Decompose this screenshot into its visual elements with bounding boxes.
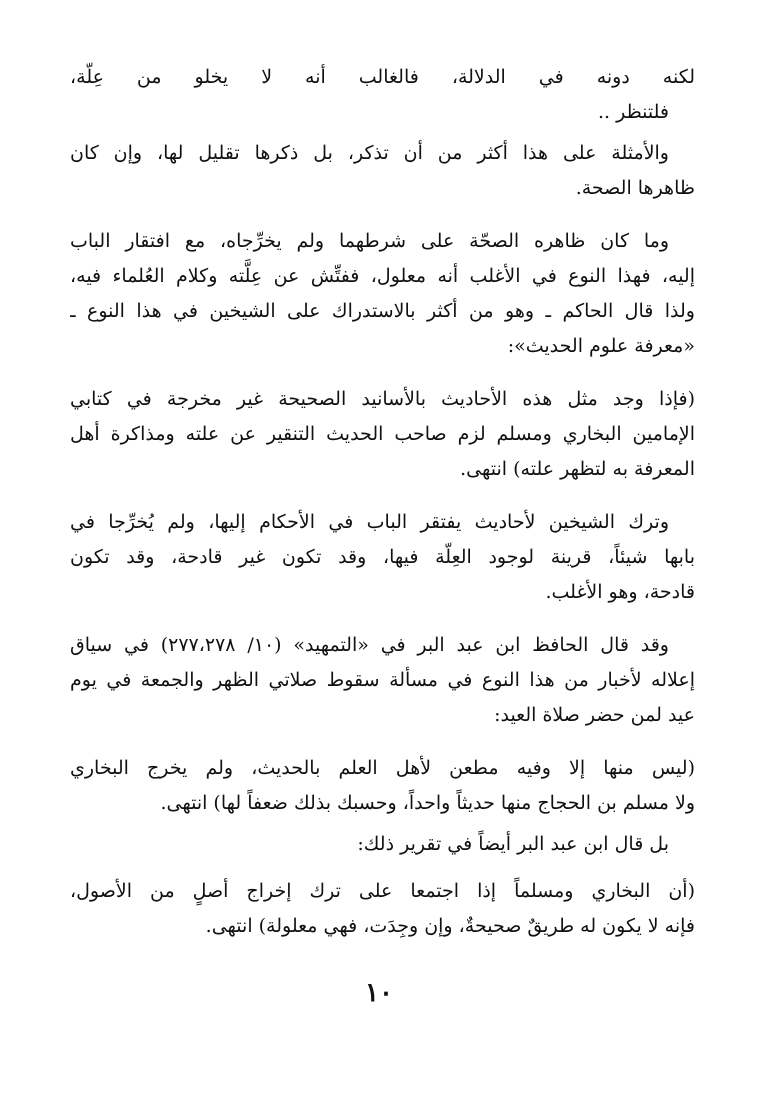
paragraph-8: [70, 827, 695, 862]
text-line: الإمامين البخاري ومسلم لزم صاحب الحديث التنقير عن علته ومذاكرة أهل: [70, 423, 695, 445]
text-line: ظاهرها الصحة.: [575, 177, 695, 199]
text-line: فإنه لا يكون له طريقٌ صحيحةٌ، وإن وجِدَت، فهي معلولة) انتهى.: [205, 915, 695, 937]
text-line: لكنه دونه في الدلالة، فالغالب أنه لا يخلو من عِلّة،: [70, 66, 695, 88]
paragraph-4-quote: [70, 382, 695, 487]
text-line: (ليس منها إلا وفيه مطعن لأهل العلم بالحديث، ولم يخرج البخاري: [70, 757, 695, 779]
text-line: (فإذا وجد مثل هذه الأحاديث بالأسانيد الصحيحة غير مخرجة في كتابي: [70, 388, 695, 410]
page-number: ١٠: [365, 978, 393, 1008]
text-line: المعرفة به لتظهر علته) انتهى.: [460, 458, 695, 480]
paragraph-3: [70, 224, 695, 364]
text-line: فلتنظر ..: [597, 101, 669, 123]
paragraph-1: [70, 60, 695, 130]
text-line: إليه، فهذا النوع في الأغلب أنه معلول، ففتِّش عن عِلَّته وكلام العُلماء فيه،: [70, 265, 695, 287]
text-line: وقد قال الحافظ ابن عبد البر في «التمهيد» (١٠/ ٢٧٧،٢٧٨) في سياق: [70, 634, 669, 656]
text-line: بل قال ابن عبد البر أيضاً في تقرير ذلك:: [357, 833, 669, 855]
text-line: (أن البخاري ومسلماً إذا اجتمعا على ترك إخراج أصلٍ من الأصول،: [70, 880, 695, 902]
text-line: والأمثلة على هذا أكثر من أن تذكر، بل ذكرها تقليل لها، وإن كان: [70, 142, 669, 164]
page-body: [70, 60, 695, 944]
text-line: بابها شيئاً، قرينة لوجود العِلّة فيها، وقد تكون غير قادحة، وقد تكون: [70, 546, 695, 568]
paragraph-5: [70, 505, 695, 610]
paragraph-9-quote: [70, 874, 695, 944]
text-line: عيد لمن حضر صلاة العيد:: [494, 704, 695, 726]
text-line: ولذا قال الحاكم ـ وهو من أكثر بالاستدراك على الشيخين في هذا النوع ـ: [70, 300, 695, 322]
paragraph-7-quote: [70, 751, 695, 821]
text-line: ولا مسلم بن الحجاج منها حديثاً واحداً، وحسبك بذلك ضعفاً لها) انتهى.: [160, 792, 695, 814]
text-line: وترك الشيخين لأحاديث يفتقر الباب في الأحكام إليها، ولم يُخرِّجا في: [70, 511, 669, 533]
text-line: قادحة، وهو الأغلب.: [545, 581, 695, 603]
paragraph-2: [70, 136, 695, 206]
paragraph-6: [70, 628, 695, 733]
text-line: وما كان ظاهره الصحّة على شرطهما ولم يخرِّجاه، مع افتقار الباب: [70, 230, 669, 252]
text-line: «معرفة علوم الحديث»:: [507, 335, 695, 357]
text-line: إعلاله لأخبار من هذا النوع في مسألة سقوط صلاتي الظهر والجمعة في يوم: [70, 669, 695, 691]
